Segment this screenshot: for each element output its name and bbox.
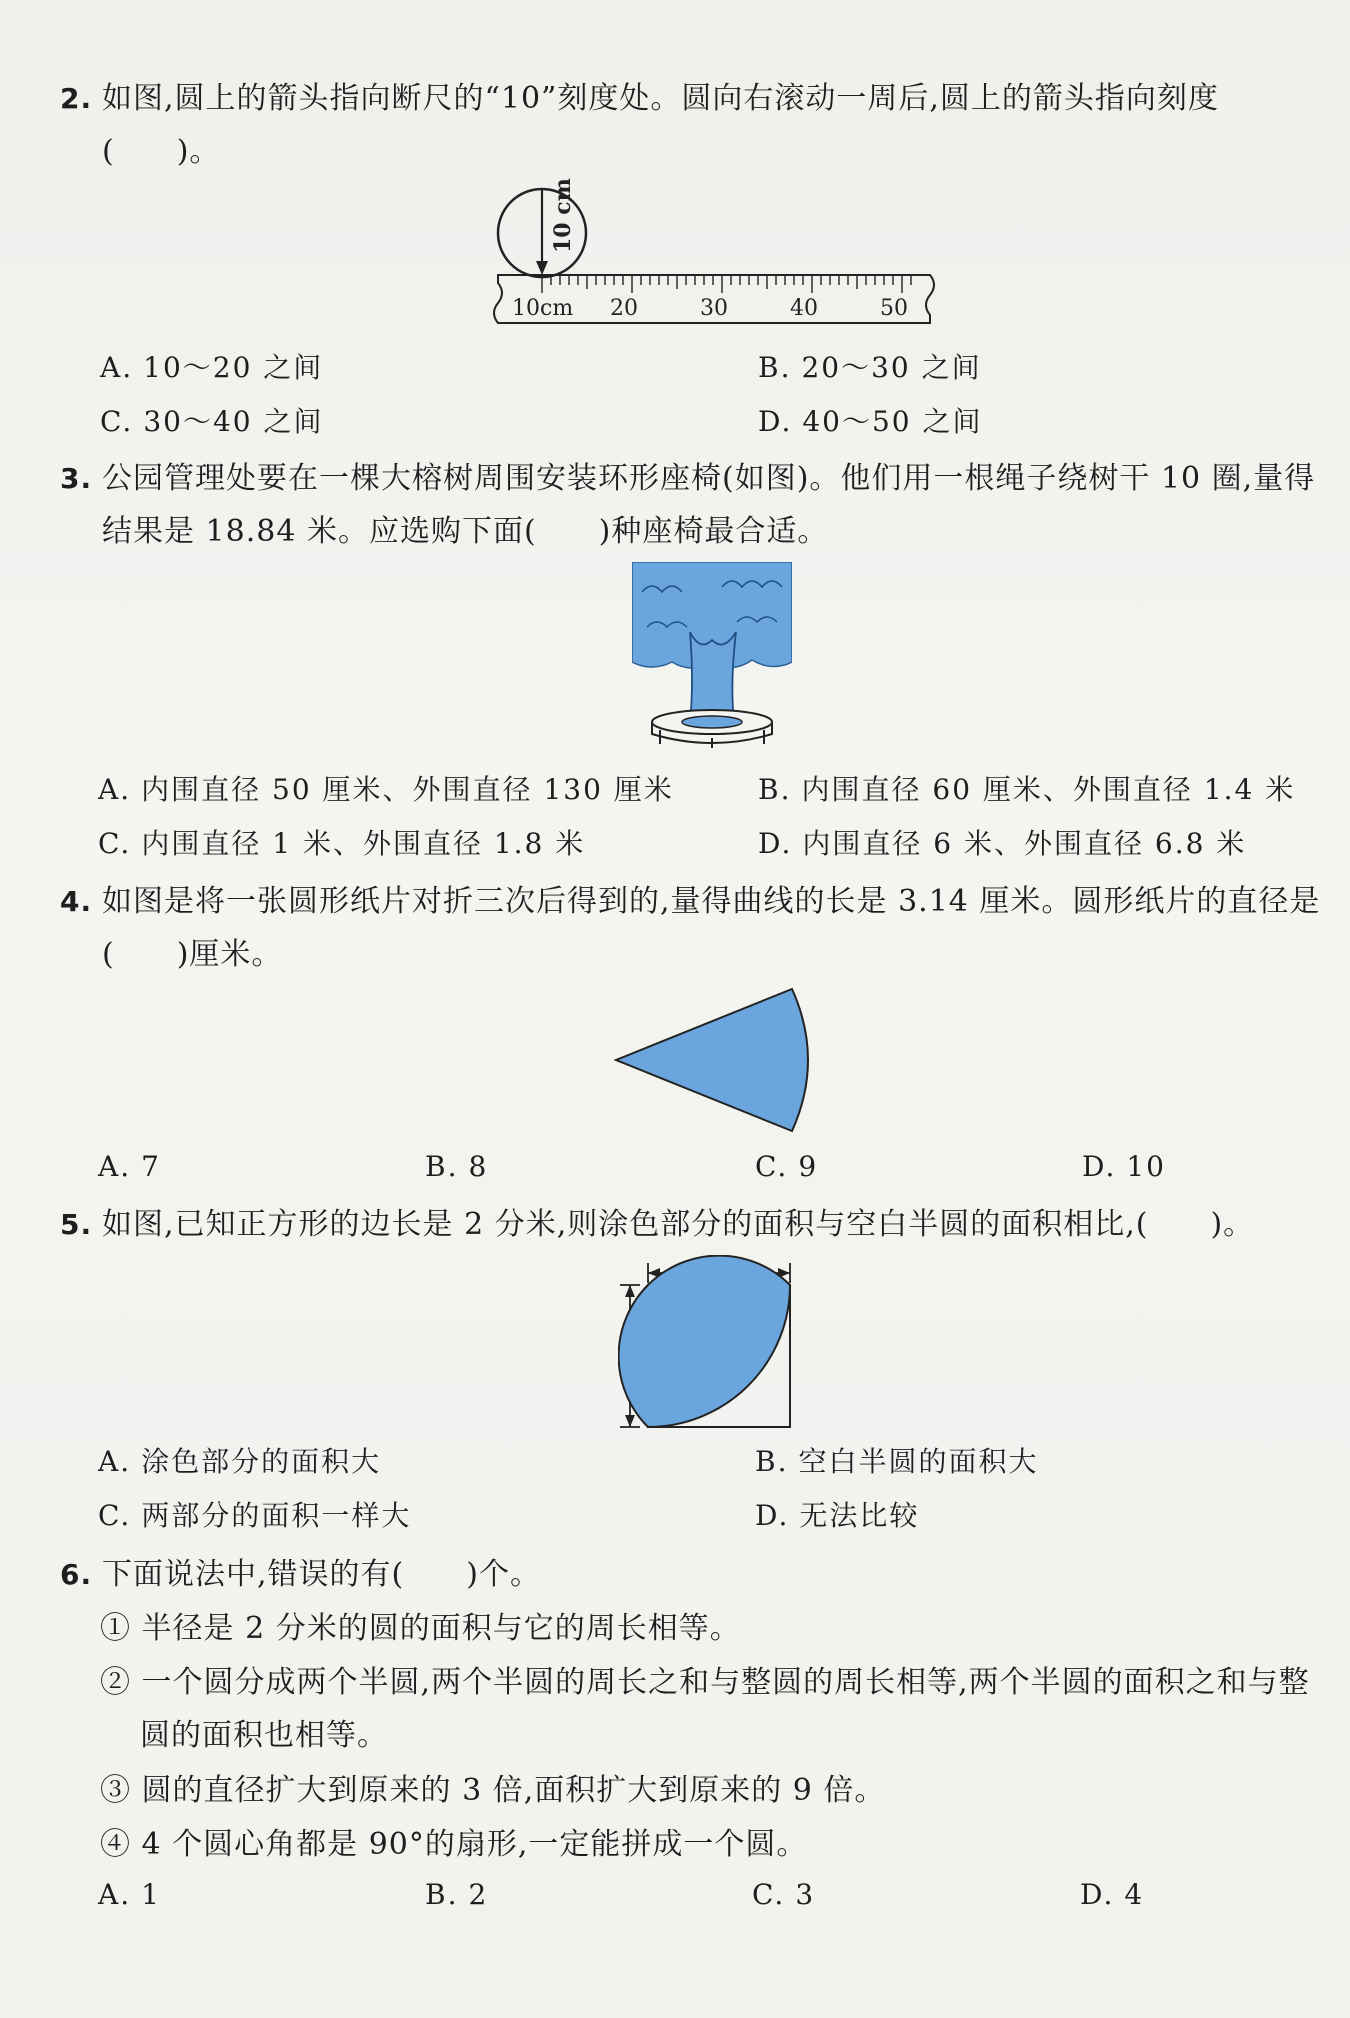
tree-trunk	[690, 632, 736, 722]
option-text: 10～20 之间	[143, 351, 324, 384]
option-a[interactable]	[98, 1878, 161, 1911]
option-label: C.	[752, 1878, 786, 1911]
ruler-ticks	[542, 275, 911, 293]
option-b[interactable]	[425, 1878, 488, 1911]
option-label: D.	[758, 827, 793, 860]
option-c[interactable]	[755, 1150, 818, 1183]
option-text: 8	[468, 1150, 489, 1183]
option-a[interactable]	[100, 346, 323, 386]
rolling-circle-ruler-figure	[490, 175, 940, 330]
question-text: 如图,已知正方形的边长是 2 分米,则涂色部分的面积与空白半圆的面积相比,( )。	[102, 1207, 1255, 1242]
option-text: 7	[141, 1150, 161, 1183]
option-text: 4	[1124, 1878, 1145, 1911]
option-text: 两部分的面积一样大	[141, 1499, 412, 1532]
option-label: A.	[98, 1878, 132, 1911]
option-b[interactable]	[425, 1150, 488, 1183]
option-d[interactable]	[1082, 1150, 1166, 1183]
option-text: 20～30 之间	[801, 351, 982, 384]
option-a[interactable]	[98, 1150, 161, 1183]
question-text: 下面说法中,错误的有( )个。	[102, 1557, 541, 1592]
question-text: 如图,圆上的箭头指向断尺的“10”刻度处。圆向右滚动一周后,圆上的箭头指向刻度( )。	[102, 81, 1219, 169]
option-c[interactable]	[100, 400, 324, 440]
option-text: 内围直径 60 厘米、外围直径 1.4 米	[801, 773, 1296, 806]
option-label: A.	[98, 1150, 132, 1183]
option-c[interactable]	[752, 1878, 815, 1911]
option-label: B.	[425, 1150, 459, 1183]
question-text: 公园管理处要在一棵大榕树周围安装环形座椅(如图)。他们用一根绳子绕树干 10 圈,量得结果是 18.84 米。应选购下面( )种座椅最合适。	[102, 461, 1316, 549]
option-label: D.	[758, 405, 793, 438]
option-c[interactable]	[98, 822, 585, 862]
ruler-label: 30	[700, 296, 728, 321]
arrow-head-icon	[536, 261, 548, 275]
option-text: 无法比较	[799, 1499, 920, 1532]
option-text: 3	[795, 1878, 816, 1911]
statement-4: ④ 4 个圆心角都是 90°的扇形,一定能拼成一个圆。	[100, 1827, 808, 1862]
question-number: 2.	[60, 82, 93, 115]
option-label: B.	[758, 351, 792, 384]
ruler-label: 40	[790, 296, 818, 321]
square-semicircle-figure	[618, 1255, 798, 1435]
option-label: A.	[98, 1445, 132, 1478]
option-label: C.	[98, 827, 132, 860]
option-text: 2	[468, 1878, 489, 1911]
option-a[interactable]	[98, 768, 674, 808]
statement-1: ① 半径是 2 分米的圆的面积与它的周长相等。	[100, 1611, 741, 1646]
option-label: C.	[100, 405, 134, 438]
option-d[interactable]	[758, 822, 1246, 862]
folded-sector-figure	[612, 985, 812, 1135]
option-text: 涂色部分的面积大	[141, 1445, 382, 1478]
option-text: 9	[798, 1150, 819, 1183]
option-label: B.	[758, 773, 792, 806]
option-text: 内围直径 1 米、外围直径 1.8 米	[141, 827, 586, 860]
option-text: 空白半圆的面积大	[798, 1445, 1039, 1478]
statement-2: ② 一个圆分成两个半圆,两个半圆的周长之和与整圆的周长相等,两个半圆的面积之和与整圆的面积也相等。	[100, 1665, 1310, 1753]
shaded-region	[619, 1256, 790, 1427]
option-text: 1	[141, 1878, 161, 1911]
option-d[interactable]	[1080, 1878, 1144, 1911]
circle-diameter-label: 10 cm	[550, 178, 576, 253]
option-text: 10	[1126, 1150, 1166, 1183]
question-number: 5.	[60, 1208, 93, 1241]
option-label: C.	[755, 1150, 789, 1183]
question-text: 如图是将一张圆形纸片对折三次后得到的,量得曲线的长是 3.14 厘米。圆形纸片的直径是( )厘米。	[102, 884, 1321, 972]
ruler-label: 10cm	[512, 296, 574, 321]
option-label: B.	[755, 1445, 789, 1478]
option-label: D.	[1082, 1150, 1117, 1183]
option-label: D.	[1080, 1878, 1115, 1911]
question-number: 3.	[60, 462, 93, 495]
option-text: 40～50 之间	[802, 405, 983, 438]
question-number: 4.	[60, 885, 93, 918]
ruler-label: 50	[880, 296, 908, 321]
option-label: C.	[98, 1499, 132, 1532]
option-text: 内围直径 6 米、外围直径 6.8 米	[802, 827, 1247, 860]
banyan-tree-bench-figure	[632, 562, 792, 748]
option-b[interactable]	[758, 346, 982, 386]
ruler-label: 20	[610, 296, 638, 321]
option-a[interactable]	[98, 1440, 381, 1480]
option-d[interactable]	[755, 1494, 919, 1534]
option-d[interactable]	[758, 400, 983, 440]
option-label: D.	[755, 1499, 790, 1532]
option-label: A.	[98, 773, 132, 806]
option-b[interactable]	[755, 1440, 1039, 1480]
option-c[interactable]	[98, 1494, 411, 1534]
option-label: B.	[425, 1878, 459, 1911]
sector-shape	[616, 989, 808, 1131]
statement-3: ③ 圆的直径扩大到原来的 3 倍,面积扩大到原来的 9 倍。	[100, 1773, 886, 1808]
question-number: 6.	[60, 1558, 93, 1591]
option-text: 内围直径 50 厘米、外围直径 130 厘米	[141, 773, 674, 806]
option-b[interactable]	[758, 768, 1295, 808]
option-text: 30～40 之间	[143, 405, 324, 438]
option-label: A.	[100, 351, 134, 384]
